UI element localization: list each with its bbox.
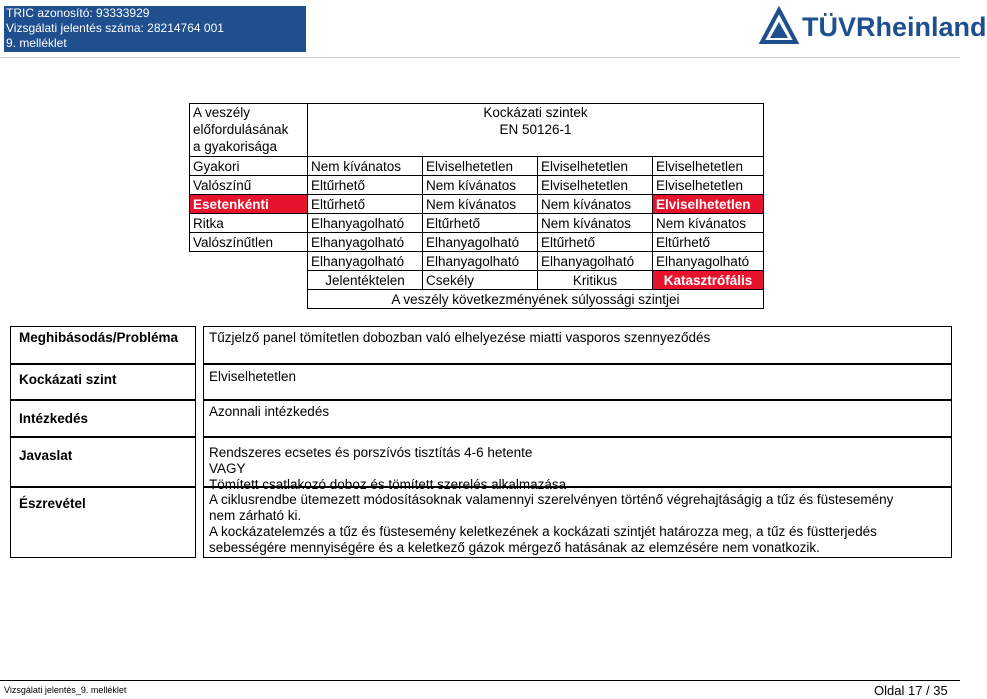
page-header — [0, 0, 987, 58]
row-label: Ritka — [190, 214, 308, 233]
matrix-cell: Elhanyagolható — [423, 252, 538, 271]
matrix-cell: Nem kívánatos — [423, 176, 538, 195]
footer-document-name: Vizsgálati jelentés_9. melléklet — [4, 685, 127, 695]
matrix-cell: Elhanyagolható — [423, 233, 538, 252]
risk-matrix — [189, 103, 764, 309]
problem-label: Meghibásodás/Probléma — [10, 326, 196, 364]
matrix-cell: Eltűrhető — [308, 195, 423, 214]
logo-text: TÜVRheinland — [802, 12, 987, 42]
matrix-cell: Elhanyagolható — [308, 252, 423, 271]
matrix-cell: Elviselhetetlen — [653, 176, 764, 195]
matrix-corner: A veszély előfordulásának a gyakorisága — [190, 104, 308, 157]
severity-level-highlight: Katasztrófális — [653, 271, 764, 290]
severity-level: Kritikus — [538, 271, 653, 290]
severity-caption: A veszély következményének súlyossági szintjei — [308, 290, 764, 309]
problem-value: Tűzjelző panel tömítetlen dobozban való elhelyezése miatti vasporos szennyeződés — [203, 326, 952, 364]
row-label-empty — [190, 252, 308, 271]
matrix-cell: Elhanyagolható — [308, 214, 423, 233]
row-label-highlight: Esetenkénti — [190, 195, 308, 214]
header-info-block — [4, 6, 306, 52]
matrix-cell: Elviselhetetlen — [538, 157, 653, 176]
matrix-cell: Eltűrhető — [653, 233, 764, 252]
matrix-cell-highlight: Elviselhetetlen — [653, 195, 764, 214]
matrix-cell: Elhanyagolható — [308, 233, 423, 252]
matrix-cell: Nem kívánatos — [538, 195, 653, 214]
risk-level-value: Elviselhetetlen — [203, 364, 952, 400]
footer-divider — [0, 680, 960, 681]
matrix-cell: Elhanyagolható — [653, 252, 764, 271]
matrix-cell: Elhanyagolható — [538, 252, 653, 271]
risk-level-label: Kockázati szint — [10, 364, 196, 400]
remark-label: Észrevétel — [10, 487, 196, 558]
tuv-rheinland-logo — [760, 8, 987, 48]
tric-id: TRIC azonosító: 93333929 — [6, 6, 150, 20]
row-label: Valószínű — [190, 176, 308, 195]
remark-value: A ciklusrendbe ütemezett módosításoknak valamennyi szerelvényen történő végrehajtáságig a tűz és füstesemény nem zárható ki. A kockázatelemzés a tűz és füstesemény keletkezének a kockázati szintjét határozza meg, a tűz és füstterjedés sebességére mennyiségére és a keletkező gázok mérgező hatásának az elemzésére nem vonatkozik. — [203, 487, 952, 558]
appendix-label: 9. melléklet — [6, 36, 67, 50]
matrix-cell: Eltűrhető — [423, 214, 538, 233]
matrix-cell: Elviselhetetlen — [653, 157, 764, 176]
page-number: Oldal 17 / 35 — [874, 683, 948, 698]
matrix-cell: Nem kívánatos — [308, 157, 423, 176]
row-label: Valószínűtlen — [190, 233, 308, 252]
triangle-logo-icon — [760, 8, 798, 46]
matrix-cell: Eltűrhető — [308, 176, 423, 195]
action-value: Azonnali intézkedés — [203, 400, 952, 437]
severity-level: Csekély — [423, 271, 538, 290]
matrix-cell: Elviselhetetlen — [538, 176, 653, 195]
matrix-cell: Eltűrhető — [538, 233, 653, 252]
matrix-title: Kockázati szintek EN 50126-1 — [308, 104, 764, 157]
suggestion-value: Rendszeres ecsetes és porszívós tisztítás 4-6 hetente VAGY Tömített csatlakozó doboz és tömített szerelés alkalmazása — [203, 437, 952, 487]
row-label: Gyakori — [190, 157, 308, 176]
action-label: Intézkedés — [10, 400, 196, 437]
matrix-cell: Nem kívánatos — [653, 214, 764, 233]
report-number: Vizsgálati jelentés száma: 28214764 001 — [6, 21, 224, 35]
suggestion-label: Javaslat — [10, 437, 196, 487]
matrix-cell: Nem kívánatos — [538, 214, 653, 233]
matrix-cell: Elviselhetetlen — [423, 157, 538, 176]
severity-level: Jelentéktelen — [308, 271, 423, 290]
matrix-cell: Nem kívánatos — [423, 195, 538, 214]
